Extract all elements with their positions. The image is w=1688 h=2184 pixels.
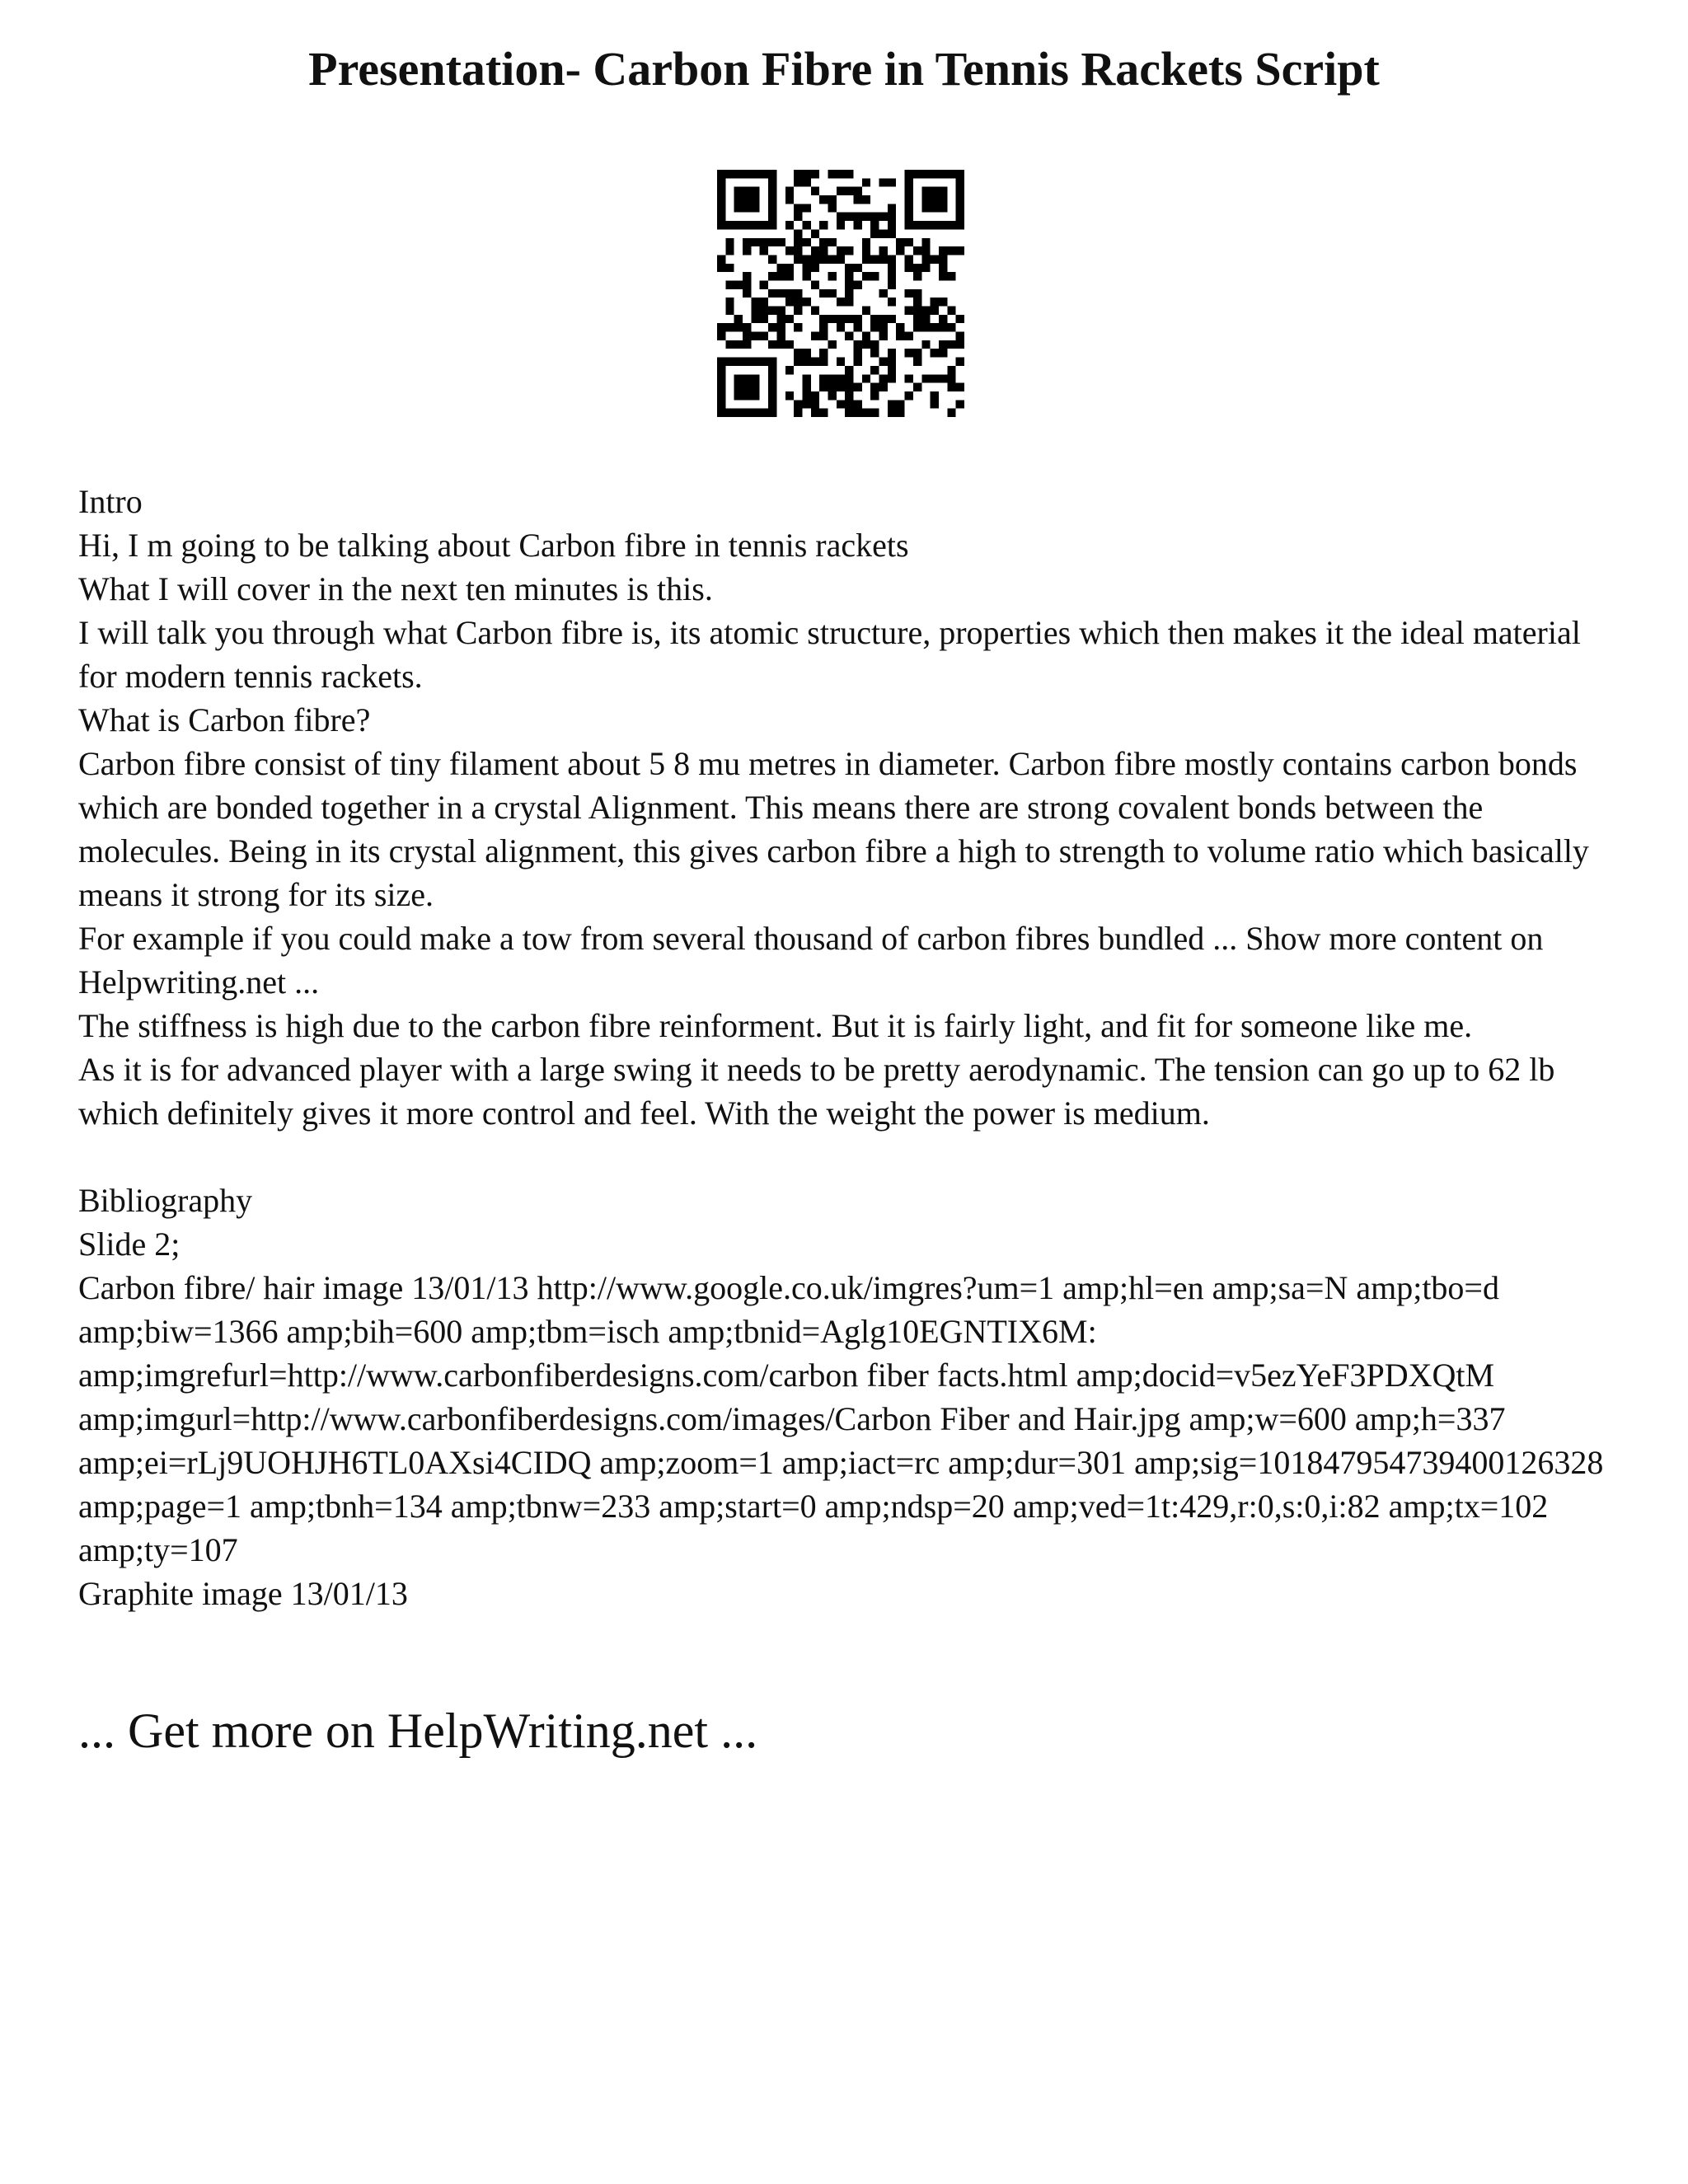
intro-line: Hi, I m going to be talking about Carbon fibre in tennis rackets	[78, 527, 909, 564]
intro-paragraph: Carbon fibre consist of tiny filament about 5 8 mu metres in diameter. Carbon fibre mostly contains carbon bonds which are bonded together in a crystal Alignment. This means there are strong covalent bonds between the molecules. Being in its crystal alignment, this gives carbon fibre a high to strength to volume ratio which basically means it strong for its size.	[78, 745, 1589, 913]
script-body	[78, 480, 1620, 1615]
intro-paragraph: As it is for advanced player with a large swing it needs to be pretty aerodynamic. The tension can go up to 62 lb which definitely gives it more control and feel. With the weight the power is medium.	[78, 1051, 1555, 1132]
bibliography-slide-label: Slide 2;	[78, 1226, 181, 1263]
get-more-link[interactable]: ... Get more on HelpWriting.net ...	[78, 1704, 758, 1758]
bibliography-heading: Bibliography	[78, 1182, 253, 1219]
intro-heading: Intro	[78, 483, 143, 520]
bibliography-graphite-line: Graphite image 13/01/13	[78, 1575, 408, 1612]
bibliography-entry: Carbon fibre/ hair image 13/01/13 http://www.google.co.uk/imgres?um=1 amp;hl=en amp;sa=N amp;tbo=d amp;biw=1366 amp;bih=600 amp;tbm=isch amp;tbnid=Aglg10EGNTIX6M: amp;imgrefurl=http://www.carbonfiberdesigns.com/carbon fiber facts.html amp;docid=v5ezYeF3PDXQtM amp;imgurl=http://www.carbonfiberdesigns.com/images/Carbon Fiber and Hair.jpg amp;w=600 amp;h=337 amp;ei=rLj9UOHJH6TL0AXsi4CIDQ amp;zoom=1 amp;iact=rc amp;dur=301 amp;sig=101847954739400126328 amp;page=1 amp;tbnh=134 amp;tbnw=233 amp;start=0 amp;ndsp=20 amp;ved=1t:429,r:0,s:0,i:82 amp;tx=102 amp;ty=107	[78, 1269, 1604, 1568]
section-question: What is Carbon fibre?	[78, 701, 371, 738]
qr-code-graphic	[717, 170, 964, 417]
intro-line: I will talk you through what Carbon fibre is, its atomic structure, properties which then makes it the ideal material for modern tennis rackets.	[78, 614, 1581, 695]
section-spacer	[78, 1135, 1620, 1179]
intro-paragraph: The stiffness is high due to the carbon fibre reinforment. But it is fairly light, and fit for someone like me.	[78, 1007, 1473, 1044]
intro-line: What I will cover in the next ten minutes is this.	[78, 570, 713, 607]
intro-paragraph: For example if you could make a tow from several thousand of carbon fibres bundled ... Show more content on Helpwriting.net ...	[78, 920, 1544, 1001]
page-title: Presentation- Carbon Fibre in Tennis Rackets Script	[308, 42, 1380, 96]
qr-code-icon	[717, 170, 964, 417]
